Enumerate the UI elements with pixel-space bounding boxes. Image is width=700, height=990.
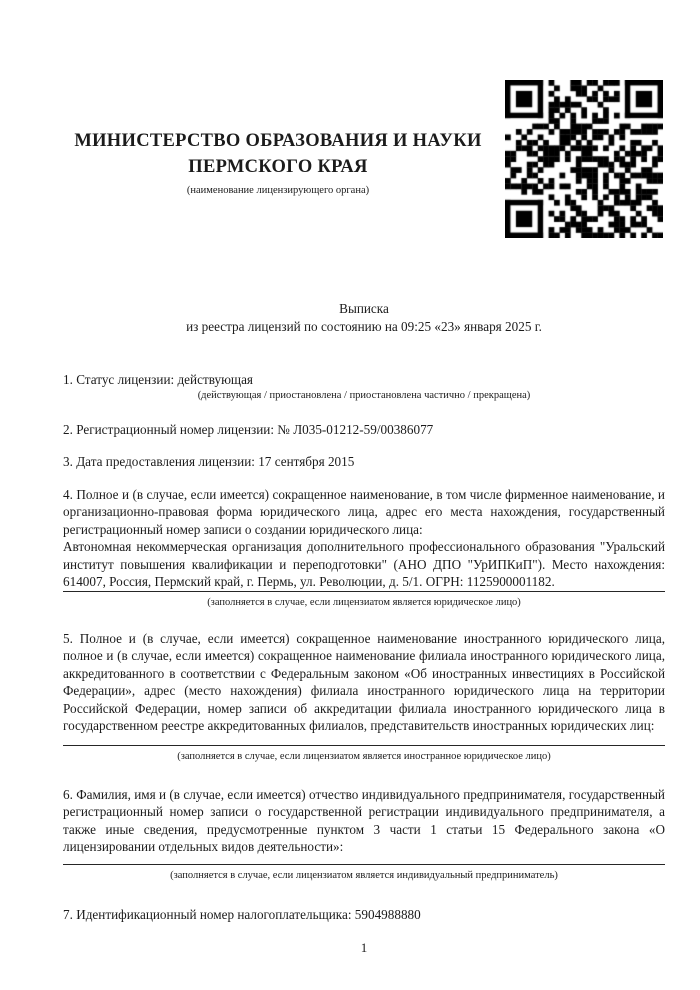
document-title-line2: из реестра лицензий по состоянию на 09:25 «23» января 2025 г. [186,318,542,334]
license-number-line: 2. Регистрационный номер лицензии: № Л035-01212-59/00386077 [63,421,434,437]
license-grant-date-line: 3. Дата предоставления лицензии: 17 сентября 2015 [63,454,355,469]
foreign-entity-caption: (заполняется в случае, если лицензиатом является иностранное юридическое лицо) [177,750,551,762]
entrepreneur-rule [63,864,665,865]
licensing-authority-name-line1: МИНИСТЕРСТВО ОБРАЗОВАНИЯ И НАУКИ [74,131,482,151]
license-status-line: 1. Статус лицензии: действующая [63,372,254,387]
document-body [63,0,665,957]
legal-entity-question: 4. Полное и (в случае, если имеется) сокращенное наименование, в том числе фирменное наименование, и организационно-правовая форма юридического лица, адрес его места нахождения, государственный регистрационный номер записи о создании юридического лица: [63,486,665,537]
licensing-authority-name-line2: ПЕРМСКОГО КРАЯ [188,157,368,177]
document-title-line1: Выписка [339,301,389,316]
legal-entity-caption: (заполняется в случае, если лицензиатом является юридическое лицо) [207,596,521,608]
legal-entity-answer: Автономная некоммерческая организация дополнительного профессионального образования "Уральский институт повышения квалификации и переподготовки" (АНО ДПО "УрИПКиП"). Место нахождения: 614007, Россия, Пермский край, г. Пермь, ул. Революции, д. 5/1. ОГРН: 1125900001182. [63,539,665,589]
page-number: 1 [360,940,368,955]
foreign-entity-question: 5. Полное и (в случае, если имеется) сокращенное наименование иностранного юридического лица, полное и (в случае, если имеется) сокращенное наименование филиала иностранного юридического лица, аккредитованного в соответствии с Федеральным законом «Об иностранных инвестициях в Российской Федерации», адрес (место нахождения) филиала иностранного юридического лица на территории Российской Федерации, номер записи об аккредитации филиала иностранного юридического лица в государственном реестре аккредитованных филиалов, представительств иностранных юридических лиц: [63,630,665,733]
licensing-authority-caption: (наименование лицензирующего органа) [186,185,370,196]
entrepreneur-question: 6. Фамилия, имя и (в случае, если имеется) отчество индивидуального предпринимателя, государственный регистрационный номер записи о государственной регистрации индивидуального предпринимателя, а также иные сведения, предусмотренные пунктом 3 части 1 статьи 15 Федерального закона «О лицензировании отдельных видов деятельности»: [63,786,665,854]
legal-entity-rule [63,591,665,592]
foreign-entity-rule [63,745,665,746]
taxpayer-id-line: 7. Идентификационный номер налогоплательщика: 5904988880 [63,906,421,922]
license-status-caption: (действующая / приостановлена / приостановлена частично / прекращена) [197,389,531,401]
entrepreneur-caption: (заполняется в случае, если лицензиатом является индивидуальный предприниматель) [170,869,558,881]
document-title [63,300,665,335]
